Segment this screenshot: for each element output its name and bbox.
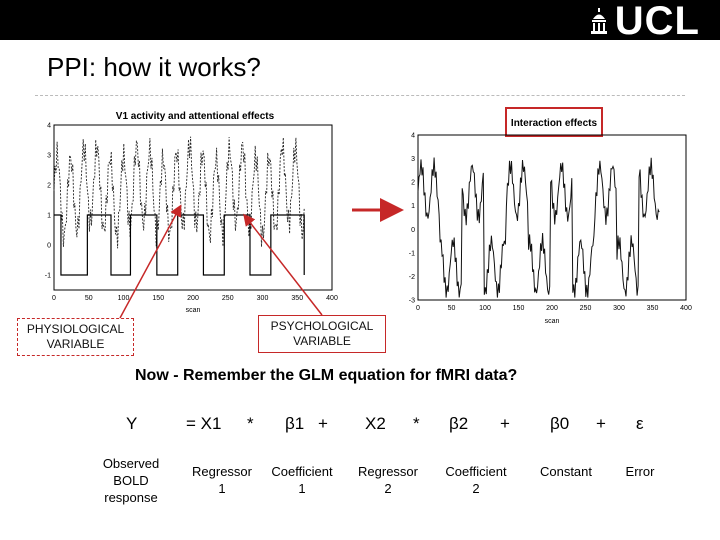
x-tick-label: 200 (546, 305, 558, 312)
psychological-line-2: VARIABLE (293, 334, 351, 348)
eq-beta1: β1 (285, 414, 305, 433)
eq-beta2: β2 (449, 414, 469, 433)
psychological-variable-label (258, 315, 386, 353)
label-coefficient-1 (262, 463, 342, 497)
eq-x2: X2 (365, 414, 386, 433)
eq-epsilon: ε (636, 414, 644, 433)
glm-subheading: Now - Remember the GLM equation for fMRI data? (135, 367, 518, 384)
label-line: Regressor (358, 464, 418, 479)
x-tick-label: 400 (326, 295, 338, 302)
label-line: Observed (102, 456, 160, 471)
y-tick-label: 0 (411, 226, 415, 234)
slide-title: PPI: how it works? (47, 52, 261, 82)
y-tick-label: 1 (411, 203, 415, 211)
x-tick-label: 350 (291, 295, 304, 302)
y-tick-label: -2 (408, 273, 415, 281)
label-line: Constant (539, 464, 593, 479)
y-tick-label: -3 (408, 297, 415, 305)
psychological-arrow (245, 216, 322, 315)
physiological-variable-label (17, 318, 134, 356)
eq-star-2: * (413, 414, 420, 433)
chart-title: V1 activity and attentional effects (115, 111, 275, 122)
logo-text: UCL (614, 0, 700, 43)
x-tick-label: 300 (256, 295, 269, 302)
label-constant (530, 463, 602, 480)
x-tick-label: 0 (416, 305, 420, 312)
x-tick-label: 250 (579, 305, 592, 312)
y-tick-label: 3 (47, 152, 51, 160)
label-coefficient-2 (436, 463, 516, 497)
label-line: Coefficient (445, 464, 507, 479)
x-tick-label: 250 (221, 295, 234, 302)
eq-plus-2: + (500, 414, 510, 433)
eq-plus-1: + (318, 414, 328, 433)
y-tick-label: 1 (47, 212, 51, 220)
label-line: Coefficient (271, 464, 333, 479)
eq-x1: = X1 (186, 414, 222, 433)
x-tick-label: 150 (512, 305, 525, 312)
y-tick-label: 4 (411, 132, 415, 140)
x-tick-label: 350 (646, 305, 659, 312)
label-error (612, 463, 668, 480)
y-tick-label: 4 (47, 122, 51, 130)
y-tick-label: 3 (411, 156, 415, 164)
x-axis-label: scan (185, 307, 201, 314)
label-regressor-2 (350, 463, 426, 497)
label-line: 1 (298, 481, 306, 496)
eq-star-1: * (247, 414, 254, 433)
x-tick-label: 150 (152, 295, 165, 302)
label-line: 2 (472, 481, 480, 496)
physiological-line-2: VARIABLE (46, 337, 105, 351)
x-axis-label: scan (544, 318, 560, 325)
x-tick-label: 50 (447, 305, 456, 312)
label-line: 2 (384, 481, 392, 496)
eq-plus-3: + (596, 414, 606, 433)
label-line: response (104, 490, 158, 505)
x-tick-label: 0 (52, 295, 56, 302)
psychological-line-1: PSYCHOLOGICAL (270, 319, 374, 333)
x-tick-label: 100 (117, 295, 130, 302)
physiological-line-1: PHYSIOLOGICAL (26, 322, 125, 336)
label-line: Regressor (192, 464, 252, 479)
x-tick-label: 200 (187, 295, 199, 302)
label-regressor-1 (184, 463, 260, 497)
x-tick-label: 50 (84, 295, 93, 302)
chart-title: Interaction effects (510, 118, 598, 129)
eq-beta0: β0 (550, 414, 570, 433)
x-tick-label: 400 (680, 305, 692, 312)
y-tick-label: 2 (47, 182, 51, 190)
label-line: Error (625, 464, 655, 479)
label-line: BOLD (113, 473, 149, 488)
y-tick-label: 0 (47, 242, 51, 250)
label-observed-bold (92, 455, 170, 506)
eq-y: Y (126, 414, 138, 433)
x-tick-label: 100 (479, 305, 491, 312)
y-tick-label: -1 (44, 272, 51, 280)
label-line: 1 (218, 481, 226, 496)
physiological-arrow (117, 207, 180, 318)
y-tick-label: 2 (411, 179, 415, 187)
y-tick-label: -1 (408, 250, 415, 258)
x-tick-label: 300 (613, 305, 625, 312)
